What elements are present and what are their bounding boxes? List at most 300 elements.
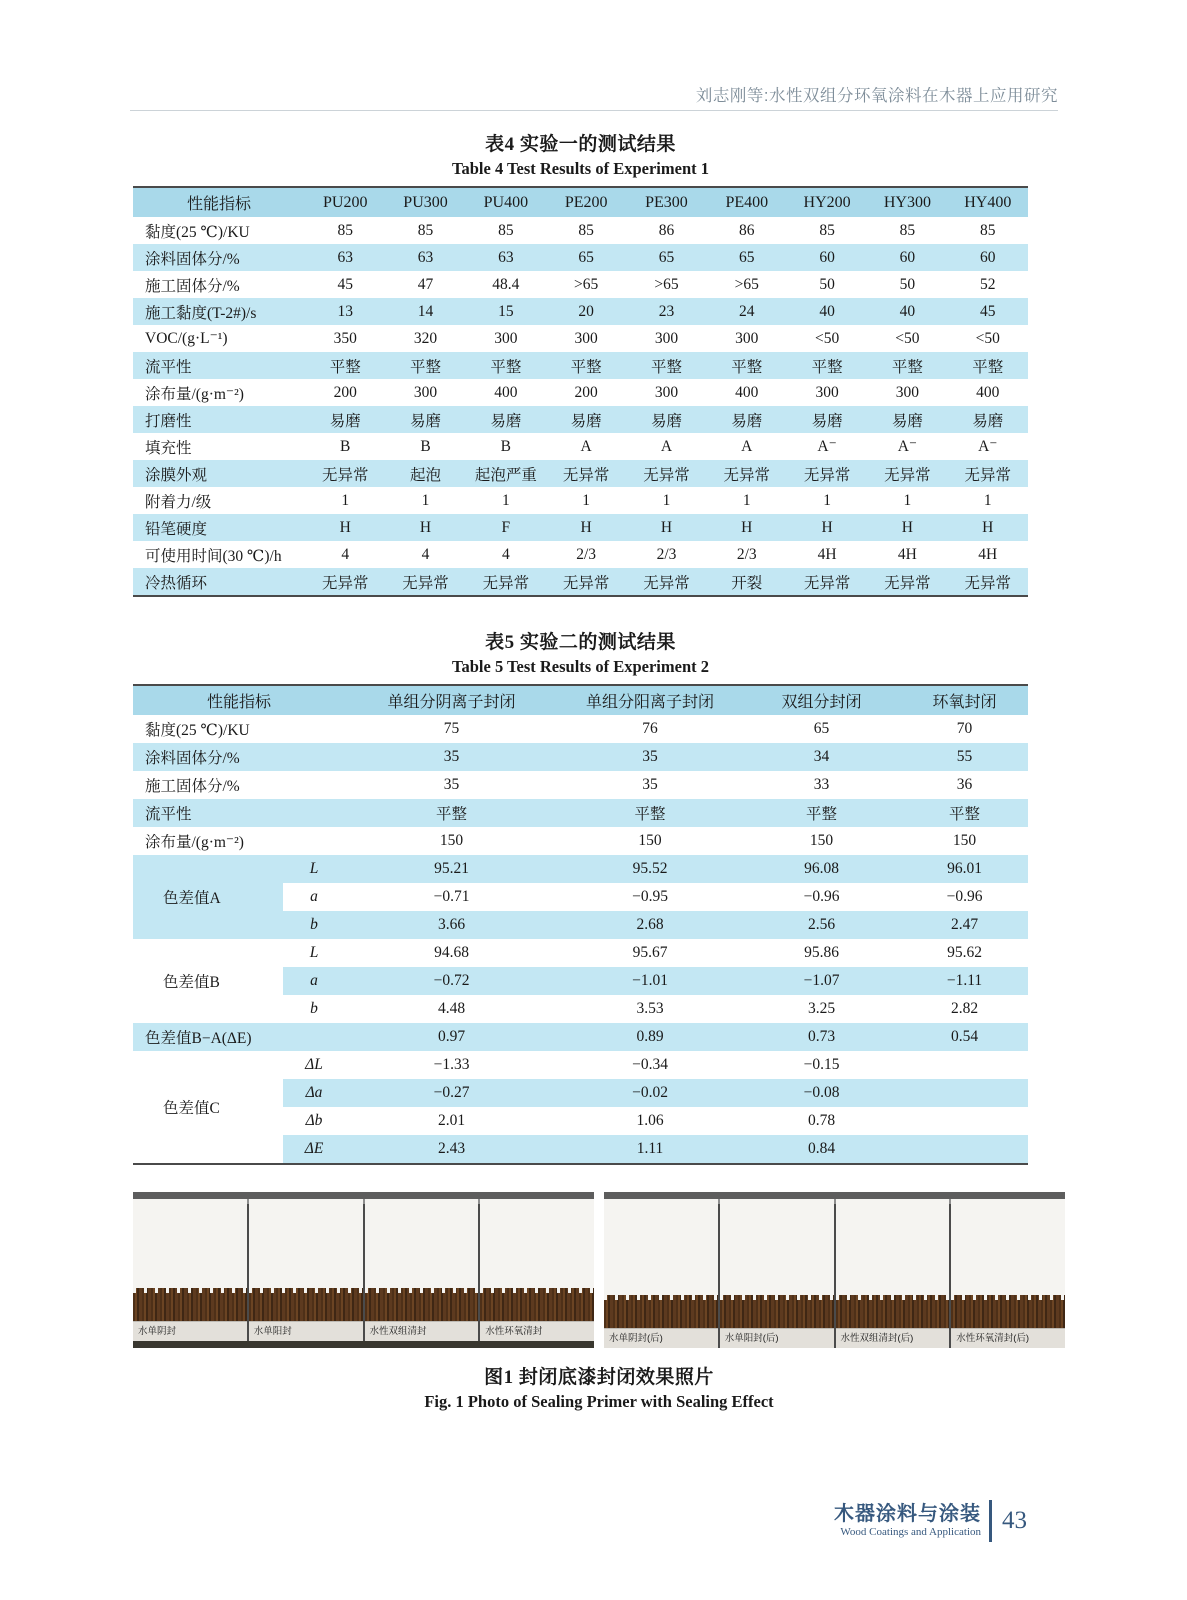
figure-caption-zh: 图1 封闭底漆封闭效果照片 [484,1367,714,1388]
journal-title-zh: 木器涂料与涂装 [834,1503,981,1525]
cell: H [707,514,787,541]
group-label: 色差值C [133,1051,283,1164]
cell: 起泡 [385,460,465,487]
row-label: 铅笔硬度 [133,514,305,541]
row-label: 黏度(25 ℃)/KU [145,722,250,739]
sub-label: a [283,967,345,995]
cell: 0.97 [345,1023,558,1051]
cell: 55 [901,743,1028,771]
cell: 65 [813,720,830,737]
cell [901,1051,1028,1079]
cell: 33 [813,776,830,793]
column-header: PU300 [403,193,448,211]
cell: 47 [417,275,434,293]
figure-left-photo [133,1192,594,1348]
cell: 35 [443,776,460,793]
group-label: 色差值B [133,939,283,1023]
table-row [133,298,1028,325]
left-photo-shadow [133,1341,594,1348]
cell: 易磨 [385,406,465,433]
cell: 95.67 [558,939,742,967]
cell: −0.72 [345,967,558,995]
panel-label: 水性环氧清封(后) [951,1328,1065,1348]
cell: 0.89 [558,1023,742,1051]
cell: 1 [421,491,430,509]
cell [901,1107,1028,1135]
sub-label: a [283,883,345,911]
cell: 平整 [948,352,1028,379]
cell: 36 [956,776,973,793]
wood-strip [249,1288,363,1321]
table5-head [133,685,1028,715]
cell: 无异常 [787,568,867,596]
cell: <50 [814,329,840,347]
table-row [133,715,1028,743]
sub-label: Δb [283,1107,345,1135]
cell: 23 [626,298,706,325]
sealed-white-area [720,1199,834,1295]
cell: 85 [980,221,996,239]
row-label: 黏度(25 ℃)/KU [145,223,250,241]
cell: 94.68 [345,939,558,967]
figure-photos [133,1192,1065,1348]
column-header: 单组分阴离子封闭 [387,694,516,711]
table5-header-row [133,685,1028,715]
table-row [133,743,1028,771]
cell: >65 [654,275,679,293]
table4-caption-en: Table 4 Test Results of Experiment 1 [452,159,709,178]
cell: 2.56 [742,911,901,939]
cell: 无异常 [626,460,706,487]
row-label: 流平性 [133,799,345,827]
sealed-white-area [249,1199,363,1288]
cell: 平整 [901,799,1028,827]
cell: 200 [574,383,598,401]
cell: H [385,514,465,541]
cell: 40 [867,298,947,325]
cell: 4H [817,545,837,563]
cell: 0.73 [742,1023,901,1051]
cell: 易磨 [948,406,1028,433]
cell: 300 [735,329,759,347]
cell: 易磨 [626,406,706,433]
cell: 1.06 [558,1107,742,1135]
cell: 86 [658,221,675,239]
cell: 60 [787,244,867,271]
cell: 开裂 [707,568,787,596]
cell: A [741,437,753,455]
table-row [133,271,1028,298]
cell: 85 [498,221,514,239]
cell: 400 [494,383,518,401]
cell: 35 [642,776,658,793]
row-label: 施工黏度(T-2#)/s [133,298,305,325]
sample-panel [249,1199,363,1341]
cell: 300 [413,383,438,401]
table4-section [133,133,1028,597]
cell: 0.78 [742,1107,901,1135]
cell: >65 [574,275,599,293]
cell: 65 [546,244,626,271]
cell: 平整 [466,352,546,379]
cell: −0.02 [558,1079,742,1107]
table4-head [133,187,1028,217]
cell: 平整 [707,352,787,379]
cell: 易磨 [707,406,787,433]
cell: 平整 [742,799,901,827]
table5-body [133,715,1028,1164]
cell: 起泡严重 [466,460,546,487]
cell: 易磨 [305,406,385,433]
row-label: 涂布量/(g·m⁻²) [145,385,244,403]
sub-label: ΔE [283,1135,345,1164]
cell: 24 [707,298,787,325]
table-row [133,541,1028,568]
cell: 34 [742,743,901,771]
column-header: 环氧封闭 [932,694,997,711]
cell: >65 [734,275,759,293]
cell: 400 [976,383,1000,401]
column-header-label: 性能指标 [187,196,252,213]
column-header: PE400 [725,193,769,211]
cell: 60 [867,244,947,271]
table-row [133,827,1028,855]
journal-title-en: Wood Coatings and Application [840,1526,981,1538]
cell: 无异常 [466,568,546,596]
cell: 无异常 [787,460,867,487]
sealed-white-area [365,1199,479,1288]
cell: 平整 [558,799,742,827]
cell: 350 [333,329,357,347]
cell: H [867,514,947,541]
cell: 85 [337,221,353,239]
cell: 50 [819,275,835,293]
cell: −0.15 [742,1051,901,1079]
cell: 300 [494,329,518,347]
table-row [133,771,1028,799]
cell: 4 [501,545,510,563]
table4-header-row [133,187,1028,217]
column-header: HY300 [883,193,931,211]
cell: −1.07 [742,967,901,995]
sample-panel [951,1199,1065,1348]
row-label: 可使用时间(30 ℃)/h [145,547,282,565]
cell: 1 [742,491,751,509]
sample-panel [720,1199,834,1348]
cell: A [660,437,673,455]
cell: 400 [735,383,759,401]
table-row [133,406,1028,433]
cell: 2/3 [736,545,757,563]
cell: 65 [626,244,706,271]
panel-label: 水单阳封(后) [720,1328,834,1348]
cell: A⁻ [897,438,918,455]
column-header: PE300 [645,193,688,211]
cell: 4H [897,545,917,563]
sealed-white-area [951,1199,1065,1295]
cell: 平整 [787,352,867,379]
wood-strip [365,1288,479,1321]
cell: 无异常 [867,460,947,487]
cell: 无异常 [305,568,385,596]
row-label: 施工固体分/% [145,778,240,795]
row-label: 涂布量/(g·m⁻²) [145,834,244,851]
cell: 无异常 [626,568,706,596]
cell: 300 [815,383,839,401]
cell: 易磨 [466,406,546,433]
panel-label: 水性双组清封(后) [836,1328,950,1348]
row-label: 填充性 [145,439,192,457]
cell: 95.21 [345,855,558,883]
cell: A [580,437,592,455]
table-row [133,325,1028,352]
cell: 75 [443,720,460,737]
cell: 76 [642,720,658,737]
footer-divider [989,1500,992,1542]
figure-caption-en: Fig. 1 Photo of Sealing Primer with Sealing Effect [424,1392,774,1411]
sealed-white-area [133,1199,247,1288]
cell: −1.33 [345,1051,558,1079]
cell: 63 [385,244,465,271]
sub-label: Δa [283,1079,345,1107]
cell: 150 [809,832,834,849]
sealed-white-area [604,1199,718,1295]
cell: 3.53 [558,995,742,1023]
table-row [133,217,1028,244]
cell: 2/3 [576,545,597,563]
cell: 4 [421,545,430,563]
cell: A⁻ [817,438,837,455]
row-label: 冷热循环 [133,568,305,596]
cell [901,1079,1028,1107]
cell: F [466,514,546,541]
table4-table [133,186,1028,597]
cell: 1 [903,491,912,509]
cell: 95.52 [558,855,742,883]
panel-label: 水单阴封(后) [604,1328,718,1348]
column-header: 单组分阳离子封闭 [586,694,715,711]
cell: 无异常 [305,460,385,487]
cell: 无异常 [385,568,465,596]
cell: 45 [948,298,1028,325]
cell: 300 [654,383,679,401]
cell: 85 [417,221,434,239]
cell: 易磨 [787,406,867,433]
table-row [133,939,1028,967]
cell: 1 [501,491,510,509]
cell: H [787,514,867,541]
cell: 35 [558,743,742,771]
cell: −0.96 [901,883,1028,911]
cell: 1 [983,491,992,509]
cell: 320 [413,329,438,347]
column-header: PU400 [483,193,529,211]
cell: <50 [975,329,1000,347]
cell: 300 [895,383,920,401]
cell: 14 [385,298,465,325]
row-label: 流平性 [133,352,305,379]
panel-label: 水性环氧清封 [480,1321,594,1341]
cell: H [626,514,706,541]
row-label: 涂料固体分/% [133,244,305,271]
cell: 2.82 [901,995,1028,1023]
journal-footer [834,1500,1027,1542]
table-row [133,460,1028,487]
sub-label: L [283,939,345,967]
cell: 4H [978,545,998,563]
cell: 15 [466,298,546,325]
cell: 易磨 [867,406,947,433]
table-row [133,1023,1028,1051]
cell: H [948,514,1028,541]
column-header: PE200 [564,193,608,211]
cell: −0.27 [345,1079,558,1107]
column-header-label: 性能指标 [207,694,272,711]
cell: 0.84 [742,1135,901,1164]
cell: 无异常 [546,568,626,596]
cell: 无异常 [707,460,787,487]
group-label: 色差值A [133,855,283,939]
cell: 4.48 [345,995,558,1023]
column-header: HY200 [803,193,851,211]
sample-panel [480,1199,594,1341]
row-label: 施工固体分/% [145,277,240,295]
cell: 平整 [345,799,558,827]
cell: 35 [345,743,558,771]
cell: −0.34 [558,1051,742,1079]
cell: 85 [899,221,916,239]
cell: 3.25 [742,995,901,1023]
sample-panel [604,1199,718,1348]
table-row [133,433,1028,460]
cell: 150 [638,832,662,849]
table-row [133,244,1028,271]
cell: 86 [739,221,755,239]
cell: 2/3 [656,545,677,563]
sample-panel [836,1199,950,1348]
table4-body [133,217,1028,596]
cell: 1 [823,491,831,509]
cell: 65 [707,244,787,271]
table-row [133,855,1028,883]
sample-panel [133,1199,247,1341]
cell: −0.08 [742,1079,901,1107]
figure-right-photo [604,1192,1065,1348]
journal-title-block [834,1503,981,1539]
cell: H [305,514,385,541]
wood-strip [133,1288,247,1321]
table5-table [133,684,1028,1165]
cell: 95.62 [901,939,1028,967]
cell: 52 [980,275,996,293]
sub-label: ΔL [283,1051,345,1079]
cell: 85 [819,221,835,239]
table-row [133,379,1028,406]
column-header: 双组分封闭 [781,694,862,711]
right-photo-panels [604,1192,1065,1348]
table-row [133,1051,1028,1079]
row-label: 附着力/级 [145,493,212,511]
cell: 无异常 [546,460,626,487]
sealed-white-area [480,1199,594,1288]
wood-strip [836,1295,950,1328]
cell [901,1135,1028,1164]
cell: 平整 [626,352,706,379]
panel-label: 水性双组清封 [365,1321,479,1341]
cell: 1 [341,491,350,509]
cell: 平整 [867,352,947,379]
cell: 0.54 [901,1023,1028,1051]
row-label: 涂膜外观 [133,460,305,487]
wood-strip [604,1295,718,1328]
sub-label: b [283,911,345,939]
cell: B [420,437,431,455]
cell: 60 [948,244,1028,271]
panel-label: 水单阴封 [133,1321,247,1341]
column-header: HY400 [964,193,1012,211]
cell: 150 [952,832,977,849]
cell: −0.95 [558,883,742,911]
sub-label: b [283,995,345,1023]
cell: 63 [466,244,546,271]
sub-label: L [283,855,345,883]
cell: 平整 [385,352,465,379]
cell: 平整 [305,352,385,379]
cell: 96.01 [901,855,1028,883]
cell: 1.11 [558,1135,742,1164]
wood-strip [720,1295,834,1328]
table5-section [133,631,1028,1165]
cell: 85 [578,221,594,239]
cell: 2.68 [558,911,742,939]
cell: 1 [662,491,671,509]
cell: 13 [305,298,385,325]
cell: 63 [305,244,385,271]
cell: 45 [337,275,353,293]
table5-caption-zh: 表5 实验二的测试结果 [485,632,676,653]
cell: H [546,514,626,541]
panel-label: 水单阳封 [249,1321,363,1341]
cell: A⁻ [978,438,998,455]
footer-page-number: 43 [1002,1507,1027,1534]
row-label: VOC/(g·L⁻¹) [145,330,228,347]
cell: 3.66 [345,911,558,939]
sample-panel [365,1199,479,1341]
cell: 95.86 [742,939,901,967]
cell: 48.4 [492,275,520,293]
cell: 2.47 [901,911,1028,939]
cell: 96.08 [742,855,901,883]
wood-strip [480,1288,594,1321]
row-label: 色差值B−A(ΔE) [133,1023,345,1051]
sealed-white-area [836,1199,950,1295]
cell: B [500,437,512,455]
row-label: 打磨性 [133,406,305,433]
table4-caption-zh: 表4 实验一的测试结果 [485,134,676,155]
cell: 平整 [546,352,626,379]
cell: 4 [341,545,350,563]
cell: <50 [895,329,920,347]
cell: 20 [546,298,626,325]
cell: −1.01 [558,967,742,995]
cell: 300 [654,329,679,347]
cell: 70 [956,720,973,737]
table5-caption-en: Table 5 Test Results of Experiment 2 [452,657,709,676]
cell: 2.43 [345,1135,558,1164]
cell: 150 [439,832,464,849]
cell: 无异常 [948,460,1028,487]
row-label: 涂料固体分/% [133,743,345,771]
